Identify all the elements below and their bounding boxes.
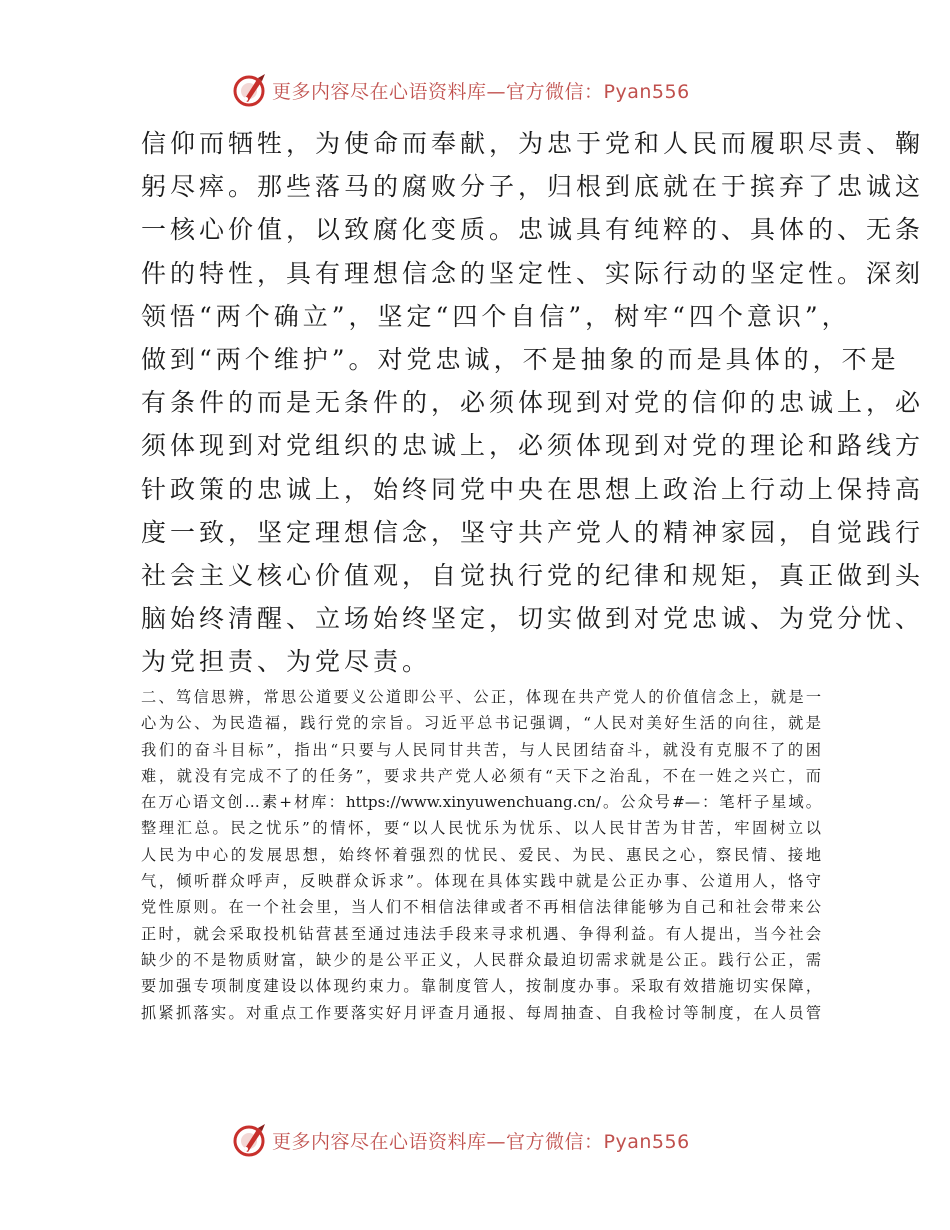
paragraph-line: 二、笃信思辨，常思公道要义公道即公平、公正，体现在共产党人的价值信念上，就是一: [141, 688, 821, 706]
paragraph-line: 一核心价值，以致腐化变质。忠诚具有纯粹的、具体的、无条: [141, 215, 925, 245]
paragraph-line: 脑始终清醒、立场始终坚定，切实做到对党忠诚、为党分忧、: [141, 604, 925, 634]
footer-banner-text: 更多内容尽在心语资料库—官方微信：Pyan556: [272, 1130, 690, 1153]
paragraph-line: 件的特性，具有理想信念的坚定性、实际行动的坚定性。深刻: [141, 258, 925, 288]
paragraph-line: 气，倾听群众呼声，反映群众诉求”。体现在具体实践中就是公正办事、公道用人，恪守: [141, 872, 821, 891]
paragraph-line: 信仰而牺牲，为使命而奉献，为忠于党和人民而履职尽责、鞠: [141, 129, 925, 158]
paragraph-line: 党性原则。在一个社会里，当人们不相信法律或者不再相信法律能够为自己和社会带来公: [141, 898, 821, 917]
footer-banner: [232, 1120, 712, 1160]
paragraph-line: 人民为中心的发展思想，始终怀着强烈的忧民、爱民、为民、惠民之心，察民情、接地: [141, 845, 821, 864]
paragraph-line: 整理汇总。民之忧乐”的情怀，要“以人民忧乐为忧乐、以人民甘苦为甘苦，牢固树立以: [141, 819, 821, 838]
section-two-paragraph: [141, 684, 821, 1026]
paragraph-line: 心为公、为民造福，践行党的宗旨。习近平总书记强调，“人民对美好生活的向往，就是: [141, 714, 821, 733]
paragraph-line: 躬尽瘁。那些落马的腐败分子，归根到底就在于摈弃了忠诚这: [141, 172, 925, 202]
paragraph-line: 须体现到对党组织的忠诚上，必须体现到对党的理论和路线方: [141, 431, 925, 461]
paragraph-line: 难，就没有完成不了的任务”，要求共产党人必须有“天下之治乱，不在一姓之兴亡，而: [141, 766, 821, 785]
paragraph-line: 社会主义核心价值观，自觉执行党的纪律和规矩，真正做到头: [141, 561, 925, 591]
paragraph-line: 度一致，坚定理想信念，坚守共产党人的精神家园，自觉践行: [141, 517, 925, 547]
header-banner: [232, 70, 712, 110]
paragraph-line: 针政策的忠诚上，始终同党中央在思想上政治上行动上保持高: [141, 474, 925, 504]
paragraph-line: 抓紧抓落实。对重点工作要落实好月评查月通报、每周抽查、自我检讨等制度，在人员管: [141, 1003, 821, 1022]
paragraph-line: 正时，就会采取投机钻营甚至通过违法手段来寻求机遇、争得利益。有人提出，当今社会: [141, 924, 821, 943]
paragraph-line: 在万心语文创…素+材库：https://www.xinyuwenchuang.cn/。公众号#—：笔杆子星域。: [141, 793, 821, 812]
brand-logo-icon: [232, 1122, 268, 1158]
paragraph-line: 我们的奋斗目标”，指出“只要与人民同甘共苦，与人民团结奋斗，就没有克服不了的困: [141, 740, 821, 759]
brand-logo-icon: [232, 72, 268, 108]
paragraph-line: 要加强专项制度建设以体现约束力。靠制度管人，按制度办事。采取有效措施切实保障，: [141, 977, 821, 996]
header-banner-text: 更多内容尽在心语资料库—官方微信：Pyan556: [272, 80, 690, 103]
paragraph-line: 为党担责、为党尽责。: [141, 647, 432, 677]
paragraph-line: 缺少的不是物质财富，缺少的是公平正义，人民群众最迫切需求就是公正。践行公正，需: [141, 950, 821, 969]
main-paragraph: [141, 122, 925, 684]
paragraph-line: 领悟“两个确立”，坚定“四个自信”，树牢“四个意识”，: [141, 301, 851, 331]
paragraph-line: 有条件的而是无条件的，必须体现到对党的信仰的忠诚上，必: [141, 388, 925, 418]
paragraph-line: 做到“两个维护”。对党忠诚，不是抽象的而是具体的，不是: [141, 345, 900, 375]
